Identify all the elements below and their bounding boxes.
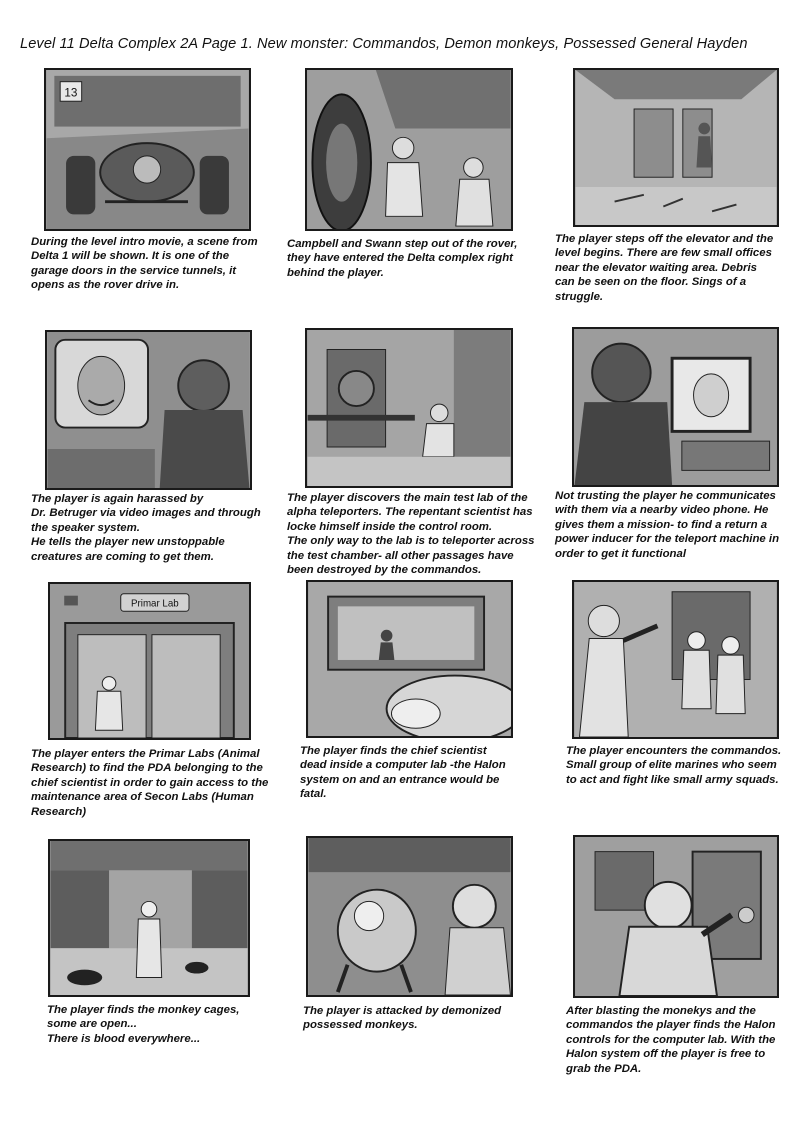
storyboard-panel-5 <box>305 328 513 488</box>
panel-11-sketch <box>308 838 511 995</box>
panel-5-caption: The player discovers the main test lab of the alpha teleporters. The repentant scientist has locke himself inside the control room. The only way to the lab is to teleporter across the test chamber- all other passages have been destroyed by the commandos. <box>287 492 535 577</box>
storyboard-panel-8 <box>306 580 513 738</box>
panel-10-sketch <box>50 841 248 995</box>
panel-5-sketch <box>307 330 511 486</box>
panel-7-caption: The player enters the Primar Labs (Animal Research) to find the PDA belonging to the chief scientist in order to gain access to the maintenance area of Secon Labs (Human Research) <box>31 748 269 818</box>
panel-9-caption: The player encounters the commandos. Small group of elite marines who seem to act and fight like small army squads. <box>566 745 782 786</box>
panel-11-caption: The player is attacked by demonized possessed monkeys. <box>303 1005 502 1032</box>
panel-4-sketch <box>47 332 250 488</box>
screen-number: 13 <box>64 86 78 100</box>
storyboard-panel-10 <box>48 839 250 997</box>
storyboard-panel-4 <box>45 330 252 490</box>
panel-3-caption: The player steps off the elevator and the level begins. There are few small offices near the elevator waiting area. Debris can be seen on the floor. Sings of a struggle. <box>555 233 774 303</box>
storyboard-panel-11 <box>306 836 513 997</box>
primar-lab-sign: Primar Lab <box>131 598 179 610</box>
panel-12-sketch <box>575 837 777 996</box>
storyboard-panel-7 <box>48 582 251 740</box>
panel-2-sketch <box>307 70 511 229</box>
panel-3-sketch <box>575 70 777 225</box>
panel-6-sketch <box>574 329 777 485</box>
panel-8-caption: The player finds the chief scientist dead inside a computer lab -the Halon system on and an entrance would be fatal. <box>300 745 506 801</box>
panel-7-sketch <box>50 584 249 738</box>
storyboard-panel-6 <box>572 327 779 487</box>
panel-10-caption: The player finds the monkey cages, some are open... There is blood everywhere... <box>47 1004 240 1045</box>
panel-2-caption: Campbell and Swann step out of the rover, they have entered the Delta complex right behind the player. <box>287 238 518 279</box>
storyboard-panel-2 <box>305 68 513 231</box>
panel-1-caption: During the level intro movie, a scene from Delta 1 will be shown. It is one of the garage doors in the service tunnels, it opens as the rover drive in. <box>31 236 258 292</box>
storyboard-panel-9 <box>572 580 779 739</box>
panel-8-sketch <box>308 582 511 736</box>
storyboard-panel-12 <box>573 835 779 998</box>
storyboard-panel-1 <box>44 68 251 231</box>
panel-9-sketch <box>574 582 777 737</box>
storyboard-panel-3 <box>573 68 779 227</box>
panel-12-caption: After blasting the monekys and the commandos the player finds the Halon controls for the computer lab. With the Halon system off the player is free to grab the PDA. <box>566 1005 776 1075</box>
panel-4-caption: The player is again harassed by Dr. Betruger via video images and through the speaker system. He tells the player new unstoppable creatures are coming to get them. <box>31 493 261 563</box>
page-title: Level 11 Delta Complex 2A Page 1. New monster: Commandos, Demon monkeys, Possessed General Hayden <box>20 36 748 52</box>
panel-1-sketch <box>46 70 249 229</box>
panel-6-caption: Not trusting the player he communicates with them via a nearby video phone. He gives them a mission- to find a return a power inducer for the teleport machine in order to get it functional <box>555 490 780 560</box>
